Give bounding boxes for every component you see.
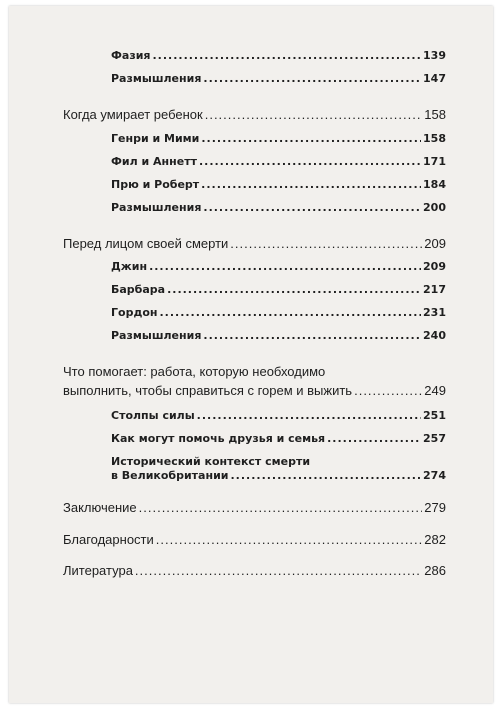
toc-entry-title: Прю и Роберт [111, 178, 200, 191]
toc-entry-title: Размышления [111, 201, 202, 214]
toc-entry-title: Гордон [111, 306, 158, 319]
toc-chapter-what-helps [63, 383, 446, 398]
toc-entry-fazia [111, 49, 446, 62]
toc-page-number: 240 [423, 329, 446, 342]
toc-entry-reflections-2 [111, 201, 446, 214]
toc-page-number: 217 [423, 283, 446, 296]
toc-entry-title: Как могут помочь друзья и семья [111, 432, 326, 445]
toc-chapter-own-death [63, 236, 446, 251]
toc-page-number: 171 [423, 155, 446, 168]
toc-leader-dots [203, 201, 421, 214]
toc-page-number: 274 [423, 469, 446, 482]
toc-chapter-title: Литература [63, 563, 133, 578]
toc-page-number: 286 [424, 563, 446, 578]
toc-leader-dots [156, 532, 423, 547]
toc-page-number: 184 [423, 178, 446, 191]
toc-entry-title: Фазия [111, 49, 151, 62]
toc-entry-reflections-3 [111, 329, 446, 342]
toc-entry-title: Размышления [111, 72, 202, 85]
toc-entry-friends-family [111, 432, 446, 445]
toc-leader-dots [135, 563, 422, 578]
toc-page-number: 209 [424, 236, 446, 251]
toc-leader-dots [139, 500, 423, 515]
toc-page-number: 257 [423, 432, 446, 445]
toc-page-number: 231 [423, 306, 446, 319]
toc-chapter-title: Перед лицом своей смерти [63, 236, 229, 251]
toc-entry-pillars [111, 409, 446, 422]
toc-leader-dots [199, 155, 421, 168]
toc-entry-title: Столпы силы [111, 409, 195, 422]
toc-leader-dots [354, 383, 422, 398]
toc-entry-historical [111, 469, 446, 482]
toc-leader-dots [149, 260, 421, 273]
toc-page-number: 251 [423, 409, 446, 422]
toc-leader-dots [230, 236, 422, 251]
toc-page-number: 158 [423, 132, 446, 145]
toc-leader-dots [167, 283, 421, 296]
book-page [9, 6, 493, 703]
table-of-contents [9, 6, 493, 703]
toc-entry-title: Размышления [111, 329, 202, 342]
toc-chapter-conclusion [63, 500, 446, 515]
toc-entry-jean [111, 260, 446, 273]
toc-entry-title: в Великобритании [111, 469, 229, 482]
toc-leader-dots [203, 72, 421, 85]
toc-leader-dots [153, 49, 422, 62]
toc-page-number: 158 [424, 107, 446, 122]
toc-leader-dots [201, 132, 421, 145]
toc-chapter-title: Когда умирает ребенок [63, 107, 203, 122]
toc-entry-title: Генри и Мими [111, 132, 200, 145]
toc-entry-henry-mimi [111, 132, 446, 145]
toc-chapter-acknowledgements [63, 532, 446, 547]
toc-page-number: 282 [424, 532, 446, 547]
toc-entry-pru-robert [111, 178, 446, 191]
toc-leader-dots [159, 306, 421, 319]
toc-leader-dots [203, 329, 421, 342]
toc-page-number: 209 [423, 260, 446, 273]
toc-entry-gordon [111, 306, 446, 319]
toc-leader-dots [197, 409, 421, 422]
toc-chapter-literature [63, 563, 446, 578]
toc-leader-dots [201, 178, 421, 191]
toc-entry-barbara [111, 283, 446, 296]
toc-leader-dots [327, 432, 421, 445]
toc-entry-title: Барбара [111, 283, 166, 296]
toc-chapter-child-dies [63, 107, 446, 122]
toc-leader-dots [205, 107, 423, 122]
toc-chapter-title: выполнить, чтобы справиться с горем и выжить [63, 383, 353, 398]
toc-page-number: 147 [423, 72, 446, 85]
toc-chapter-what-helps-line1: Что помогает: работа, которую необходимо [63, 364, 326, 379]
toc-page-number: 279 [424, 500, 446, 515]
toc-entry-historical-line1: Исторический контекст смерти [111, 455, 311, 468]
toc-entry-reflections-1 [111, 72, 446, 85]
toc-page-number: 139 [423, 49, 446, 62]
toc-leader-dots [231, 469, 422, 482]
toc-chapter-title: Заключение [63, 500, 137, 515]
toc-chapter-title: Благодарности [63, 532, 154, 547]
toc-entry-phil-annette [111, 155, 446, 168]
toc-entry-title: Фил и Аннетт [111, 155, 197, 168]
toc-page-number: 249 [424, 383, 446, 398]
toc-page-number: 200 [423, 201, 446, 214]
toc-entry-title: Джин [111, 260, 148, 273]
